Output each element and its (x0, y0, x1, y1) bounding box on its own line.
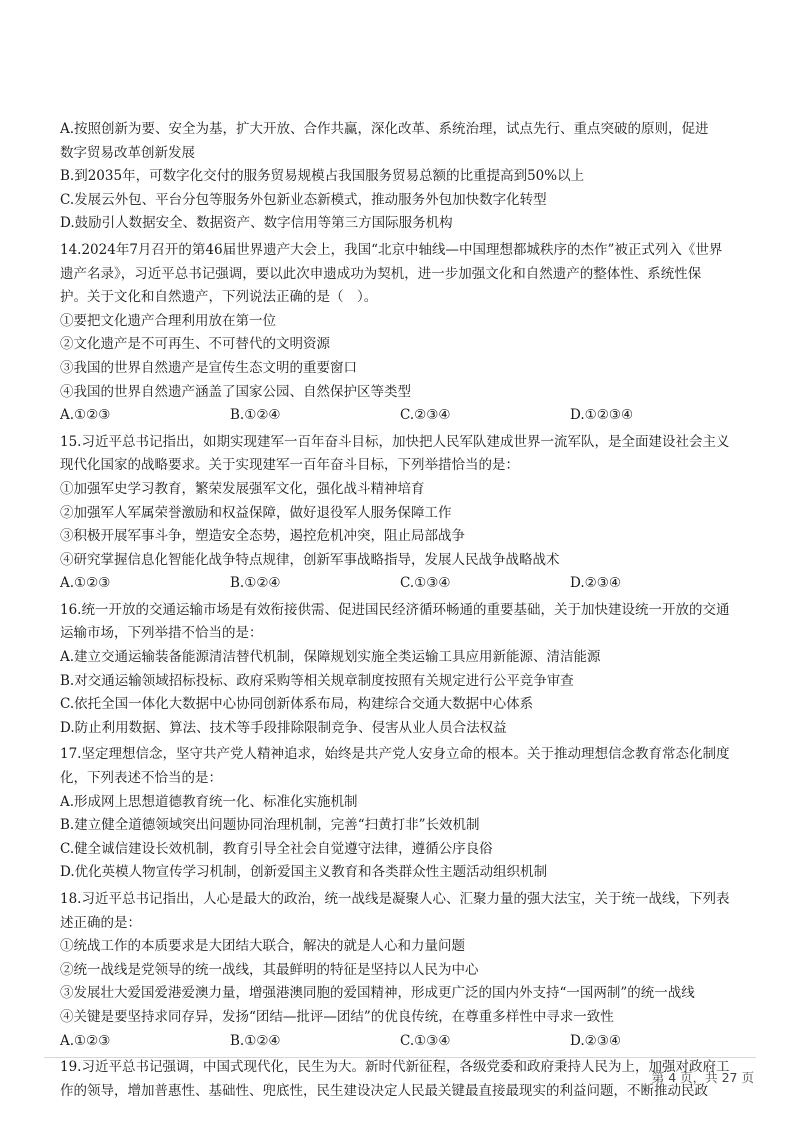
q14-choice-c: C.②③④ (400, 407, 451, 424)
q16-option-a: A.建立交通运输装备能源清洁替代机制，保障规划实施全类运输工具应用新能源、清洁能源 (60, 649, 601, 666)
question-17 (60, 743, 750, 885)
q15-choice-b: B.①②④ (230, 575, 281, 592)
q14-choices (60, 404, 750, 428)
question-18 (60, 888, 750, 1053)
question-content (60, 118, 750, 1103)
q15-choice-a: A.①②③ (60, 575, 111, 592)
question-16 (60, 599, 750, 741)
q18-statement-4: ④关键是要坚持求同存异，发扬“团结—批评—团结”的优良传统，在尊重多样性中寻求一致性 (60, 1008, 614, 1025)
q14-statement-4: ④我国的世界自然遗产涵盖了国家公园、自然保护区等类型 (60, 383, 411, 400)
q15-choice-d: D.②③④ (570, 575, 621, 592)
q15-choice-c: C.①③④ (400, 575, 451, 592)
q13-option-a-line1: A.按照创新为要、安全为基，扩大开放、合作共赢，深化改革、系统治理，试点先行、重点突破的原则，促进 (60, 121, 709, 137)
q16-stem-line2: 运输市场，下列举措不恰当的是： (60, 625, 263, 642)
q16-option-b: B.对交通运输领域招标投标、政府采购等相关规章制度按照有关规定进行公平竞争审查 (60, 672, 574, 689)
q15-stem-line2: 现代化国家的战略要求。关于实现建军一百年奋斗目标，下列举措恰当的是： (60, 457, 519, 474)
question-14 (60, 239, 750, 428)
q14-stem-line1: 14.2024年7月召开的第46届世界遗产大会上，我国“北京中轴线—中国理想都城秩序的杰作”被正式列入《世界 (60, 241, 723, 258)
q14-stem-line3: 护。关于文化和自然遗产，下列说法正确的是（ ）。 (60, 289, 378, 306)
q15-statement-3: ③积极开展军事斗争，塑造安全态势，遏控危机冲突，阻止局部战争 (60, 528, 465, 545)
q17-option-c: C.健全诚信建设长效机制，教育引导全社会自觉遵守法律，遵循公序良俗 (60, 840, 493, 857)
q18-stem-line1: 18.习近平总书记指出，人心是最大的政治，统一战线是凝聚人心、汇聚力量的强大法宝，关于统一战线，下列表 (60, 891, 730, 907)
q17-stem-line2: 化，下列表述不恰当的是： (60, 770, 222, 787)
q13-options (60, 118, 750, 236)
q13-option-b: B.到2035年，可数字化交付的服务贸易规模占我国服务贸易总额的比重提高到50%以上 (60, 168, 585, 185)
q14-statement-2: ②文化遗产是不可再生、不可替代的文明资源 (60, 336, 330, 353)
q14-statement-3: ③我国的世界自然遗产是宣传生态文明的重要窗口 (60, 359, 357, 376)
q18-stem-line2: 述正确的是： (60, 914, 141, 931)
q16-option-d: D.防止利用数据、算法、技术等手段排除限制竞争、侵害从业人员合法权益 (60, 719, 507, 736)
q18-statement-2: ②统一战线是党领导的统一战线，其最鲜明的特征是坚持以人民为中心 (60, 961, 479, 978)
q14-choice-b: B.①②④ (230, 407, 281, 424)
q18-choice-c: C.①③④ (400, 1032, 451, 1049)
q14-stem-line2: 遗产名录》，习近平总书记强调，要以此次申遗成功为契机，进一步加强文化和自然遗产的整体性、系统性保 (60, 265, 702, 282)
q15-stem-line1: 15.习近平总书记指出，如期实现建军一百年奋斗目标，加快把人民军队建成世界一流军队，是全面建设社会主义 (60, 433, 730, 450)
q15-statement-2: ②加强军人军属荣誉激励和权益保障，做好退役军人服务保障工作 (60, 504, 452, 521)
q14-statement-1: ①要把文化遗产合理利用放在第一位 (60, 312, 276, 329)
q18-statement-1: ①统战工作的本质要求是大团结大联合，解决的就是人心和力量问题 (60, 938, 465, 955)
q19-stem-line1: 19.习近平总书记强调，中国式现代化，民生为大。新时代新征程，各级党委和政府秉持人民为上，加强对政府工 (60, 1059, 730, 1076)
page-number: 第 4 页，共 27 页 (651, 1070, 754, 1085)
q15-statement-1: ①加强军史学习教育，繁荣发展强军文化，强化战斗精神培育 (60, 480, 425, 497)
q18-choice-b: B.①②④ (230, 1032, 281, 1049)
question-19 (60, 1056, 750, 1103)
q16-option-c: C.依托全国一体化大数据中心协同创新体系布局，构建综合交通大数据中心体系 (60, 696, 534, 713)
q14-choice-d: D.①②③④ (570, 407, 634, 424)
q15-statement-4: ④研究掌握信息化智能化战争特点规律，创新军事战略指导，发展人民战争战略战术 (60, 551, 560, 568)
q18-choice-d: D.②③④ (570, 1032, 621, 1049)
q14-choice-a: A.①②③ (60, 407, 111, 424)
q17-stem-line1: 17.坚定理想信念，坚守共产党人精神追求，始终是共产党人安身立命的根本。关于推动理想信念教育常态化制度 (60, 746, 730, 763)
q17-option-a: A.形成网上思想道德教育统一化、标准化实施机制 (60, 793, 358, 810)
q13-option-d: D.鼓励引人数据安全、数据资产、数字信用等第三方国际服务机构 (60, 215, 453, 232)
q15-choices (60, 572, 750, 596)
footer-divider (44, 1057, 756, 1058)
question-15 (60, 431, 750, 596)
q18-choices (60, 1030, 750, 1054)
q16-stem-line1: 16.统一开放的交通运输市场是有效衔接供需、促进国民经济循环畅通的重要基础，关于加快建设统一开放的交通 (60, 601, 730, 618)
q13-option-c: C.发展云外包、平台分包等服务外包新业态新模式，推动服务外包加快数字化转型 (60, 191, 547, 208)
q17-option-b: B.建立健全道德领域突出问题协同治理机制，完善“扫黄打非”长效机制 (60, 817, 480, 834)
q13-option-a-line2: 数字贸易改革创新发展 (60, 144, 195, 161)
q17-option-d: D.优化英模人物宣传学习机制，创新爱国主义教育和各类群众性主题活动组织机制 (60, 864, 548, 881)
q18-choice-a: A.①②③ (60, 1032, 111, 1049)
q19-stem-line2: 作的领导，增加普惠性、基础性、兜底性，民生建设决定人民最关键最直接最现实的利益问题，不断推动民政 (60, 1082, 708, 1099)
q18-statement-3: ③发展壮大爱国爱港爱澳力量，增强港澳同胞的爱国精神，形成更广泛的国内外支持“一国两制”的统一战线 (60, 985, 695, 1002)
